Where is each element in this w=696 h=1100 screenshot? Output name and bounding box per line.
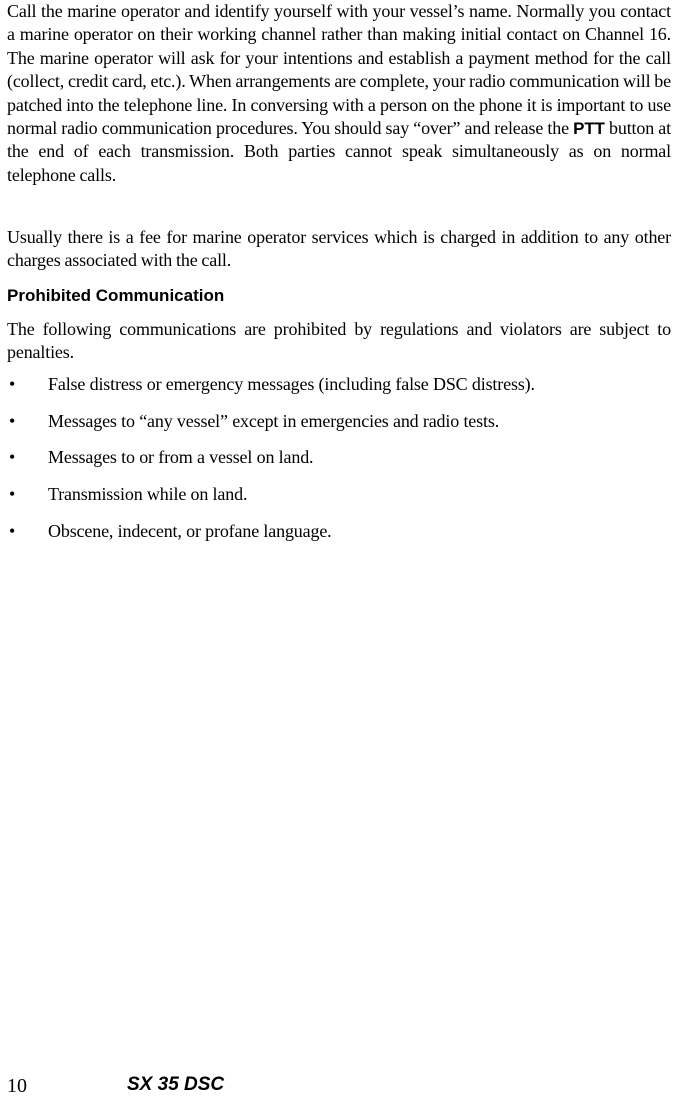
paragraph-text: button at the end of each transmission. Both parties cannot speak simultaneously as on normal telephone calls.: [7, 118, 671, 185]
list-item-text: Transmission while on land.: [48, 484, 248, 505]
prohibited-list: [7, 373, 671, 556]
paragraph-fee-note: Usually there is a fee for marine operator services which is charged in addition to any other charges associated with the call.: [7, 227, 671, 271]
page-number: 10: [7, 1075, 27, 1097]
bullet-icon: •: [9, 374, 16, 394]
list-item: [7, 410, 671, 447]
list-item-text: Messages to or from a vessel on land.: [48, 447, 314, 468]
paragraph-prohibited-intro: The following communications are prohibited by regulations and violators are subject to penalties.: [7, 319, 671, 363]
list-item: [7, 483, 671, 520]
list-item: [7, 373, 671, 410]
section-heading: Prohibited Communication: [7, 286, 225, 305]
list-item-text: Obscene, indecent, or profane language.: [48, 520, 332, 541]
bullet-icon: •: [9, 520, 16, 541]
list-item: [7, 446, 671, 483]
paragraph-text: Call the marine operator and identify yourself with your vessel’s name. Normally you contact a marine operator on their working channel rather than making initial contact on Channel 16. The marine operator will ask for your intentions and establish a payment method for the call (collect, credit card, etc.). When arrangements are complete, your radio communication will be patched into the telephone line. In conversing with a person on the phone it is important to use normal radio communication procedures. You should say “over” and release the: [7, 1, 671, 139]
model-name: SX 35 DSC: [127, 1074, 225, 1095]
paragraph-marine-operator-call: [7, 0, 671, 187]
list-item: [7, 520, 671, 557]
bullet-icon: •: [9, 484, 16, 505]
ptt-button-label: PTT: [573, 119, 605, 139]
bullet-icon: •: [9, 447, 16, 468]
bullet-icon: •: [9, 410, 16, 431]
list-item-text: Messages to “any vessel” except in emergencies and radio tests.: [48, 410, 500, 431]
list-item-text: False distress or emergency messages (including false DSC distress).: [48, 374, 535, 394]
